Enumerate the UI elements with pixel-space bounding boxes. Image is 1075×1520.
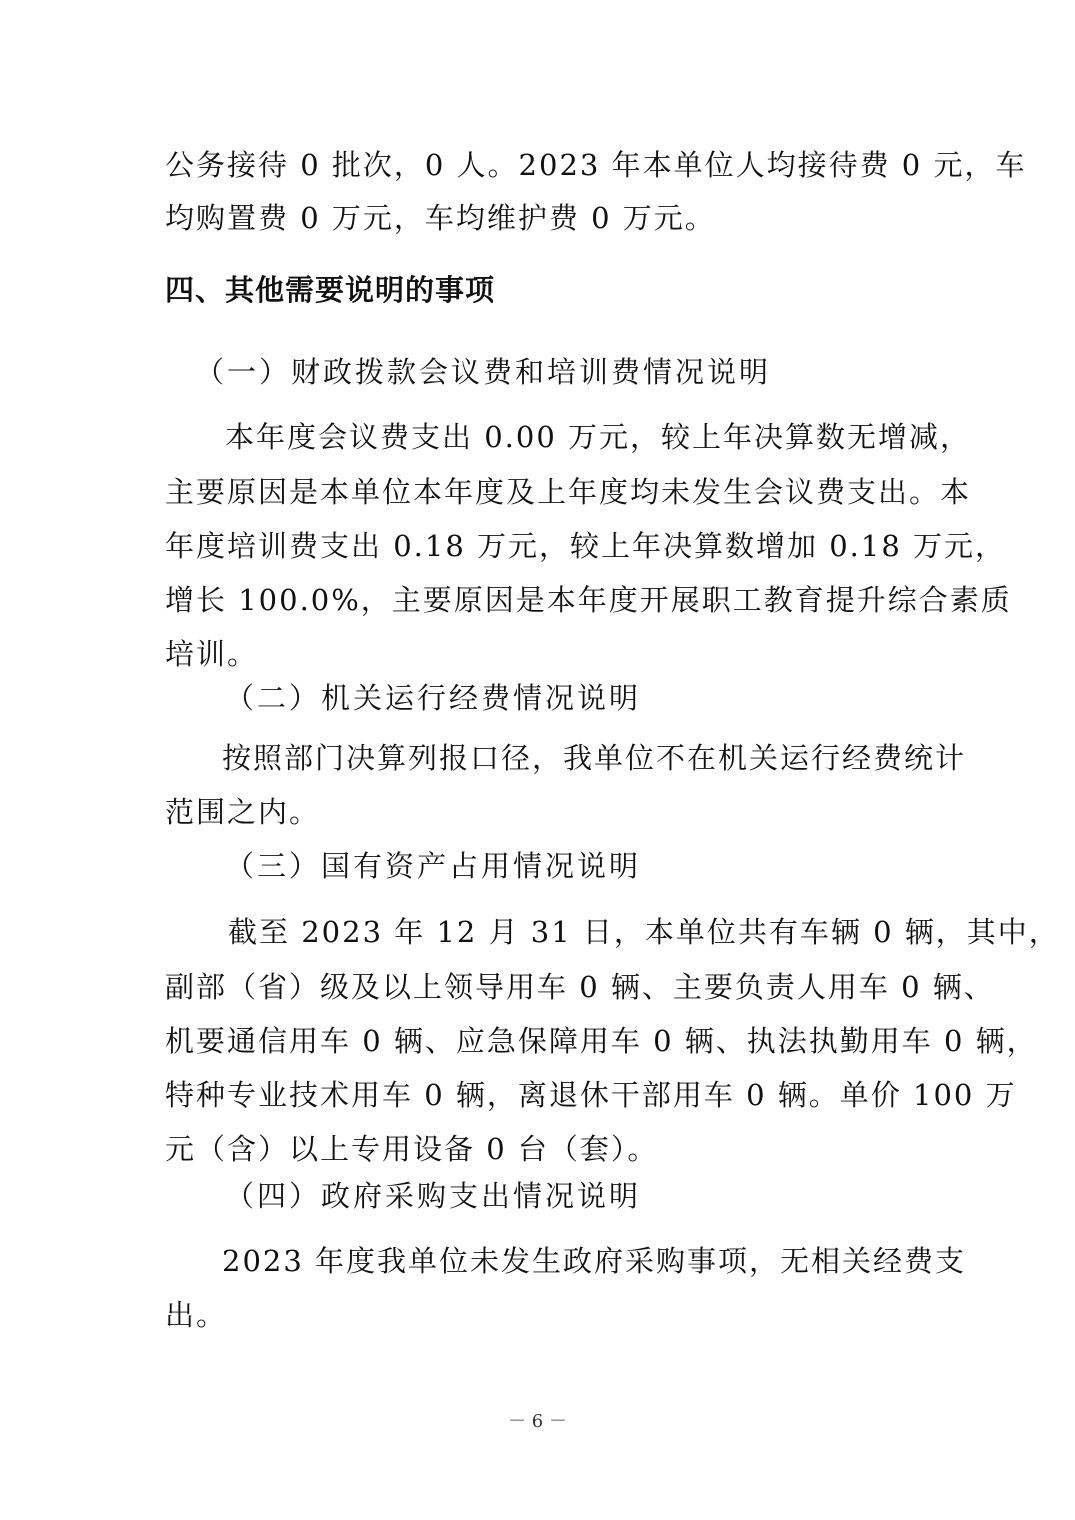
body-line: 本年度会议费支出 0.00 万元，较上年决算数无增减， xyxy=(225,420,972,454)
body-line: 2023 年度我单位未发生政府采购事项，无相关经费支 xyxy=(222,1244,967,1278)
body-line: 特种专业技术用车 0 辆，离退休干部用车 0 辆。单价 100 万 xyxy=(165,1078,1017,1112)
subsection-title-3: （三）国有资产占用情况说明 xyxy=(225,849,642,883)
body-line: 增长 100.0%，主要原因是本年度开展职工教育提升综合素质 xyxy=(165,583,1012,617)
body-line: 出。 xyxy=(165,1298,228,1332)
body-line: 培训。 xyxy=(165,637,259,671)
body-line: 机要通信用车 0 辆、应急保障用车 0 辆、执法执勤用车 0 辆， xyxy=(165,1024,1038,1058)
body-line: 均购置费 0 万元，车均维护费 0 万元。 xyxy=(165,201,716,235)
section-title: 四、其他需要说明的事项 xyxy=(165,273,496,307)
body-line: 公务接待 0 批次，0 人。2023 年本单位人均接待费 0 元，车 xyxy=(165,148,1027,182)
subsection-title-2: （二）机关运行经费情况说明 xyxy=(225,681,642,715)
subsection-title-4: （四）政府采购支出情况说明 xyxy=(225,1179,642,1213)
page-number: － 6 － xyxy=(508,1411,567,1432)
body-line: 副部（省）级及以上领导用车 0 辆、主要负责人用车 0 辆、 xyxy=(165,970,995,1004)
body-line: 截至 2023 年 12 月 31 日，本单位共有车辆 0 辆，其中， xyxy=(228,915,1060,949)
body-line: 范围之内。 xyxy=(165,795,321,829)
body-line: 按照部门决算列报口径，我单位不在机关运行经费统计 xyxy=(222,741,967,775)
body-line: 元（含）以上专用设备 0 台（套）。 xyxy=(165,1132,659,1166)
body-line: 年度培训费支出 0.18 万元，较上年决算数增加 0.18 万元， xyxy=(165,529,1007,563)
body-line: 主要原因是本单位本年度及上年度均未发生会议费支出。本 xyxy=(165,475,972,509)
subsection-title-1: （一）财政拨款会议费和培训费情况说明 xyxy=(195,355,772,389)
